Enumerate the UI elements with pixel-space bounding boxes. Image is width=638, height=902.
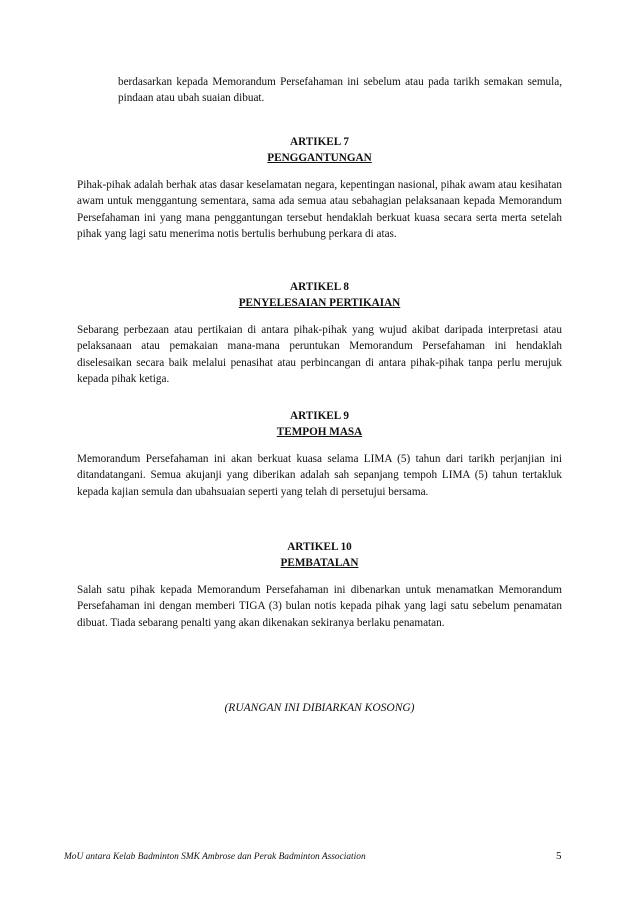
article-10-number: ARTIKEL 10	[287, 541, 352, 553]
article-10-text: Salah satu pihak kepada Memorandum Persefahaman ini dibenarkan untuk menamatkan Memorandum Persefahaman ini dengan memberi TIGA (3) bulan notis kepada pihak yang lagi satu sebelum penamatan dibuat. Tiada sebarang penalti yang akan dikenakan sekiranya berlaku penamatan.	[77, 584, 562, 629]
footer-text: MoU antara Kelab Badminton SMK Ambrose dan Perak Badminton Association	[64, 852, 366, 862]
article-9-text: Memorandum Persefahaman ini akan berkuat kuasa selama LIMA (5) tahun dari tarikh perjanjian ini ditandatangani. Semua akujanji yang diberikan adalah sah sepanjang tempoh LIMA (5) tahun tertakluk kepada kajian semula dan ubahsuaian seperti yang telah di persetujui bersama.	[77, 453, 562, 498]
article-8-title: PENYELESAIAN PERTIKAIAN	[238, 297, 401, 310]
article-9-heading	[77, 408, 562, 441]
article-10-heading	[77, 539, 562, 572]
page-number: 5	[556, 850, 562, 862]
article-8-heading	[77, 279, 562, 312]
intro-paragraph: berdasarkan kepada Memorandum Persefahaman ini sebelum atau pada tarikh semakan semula, pindaan atau ubah suaian dibuat.	[118, 76, 562, 105]
blank-space-note: (RUANGAN INI DIBIARKAN KOSONG)	[224, 702, 415, 714]
article-9-number: ARTIKEL 9	[290, 410, 349, 422]
article-7-text: Pihak-pihak adalah berhak atas dasar keselamatan negara, kepentingan nasional, pihak awam atau kesihatan awam untuk menggantung sementara, sama ada semua atau sebahagian pelaksanaan kepada Memorandum Persefahaman ini yang mana penggantungan tersebut hendaklah berkuat kuasa secara serta merta setelah pihak yang lagi satu menerima notis bertulis berhubung perkara di atas.	[77, 179, 562, 241]
article-7-number: ARTIKEL 7	[290, 136, 349, 148]
article-10-title: PEMBATALAN	[280, 557, 359, 570]
article-9-title: TEMPOH MASA	[276, 426, 363, 439]
article-7-heading	[77, 134, 562, 167]
article-8-text: Sebarang perbezaan atau pertikaian di antara pihak-pihak yang wujud akibat daripada interpretasi atau pelaksanaan atau pemakaian mana-mana peruntukan Memorandum Persefahaman ini hendaklah diselesaikan secara baik melalui penasihat atau perbincangan di antara pihak-pihak tanpa perlu merujuk kepada pihak ketiga.	[77, 324, 562, 386]
article-7-title: PENGGANTUNGAN	[267, 152, 372, 165]
article-8-number: ARTIKEL 8	[290, 281, 349, 293]
